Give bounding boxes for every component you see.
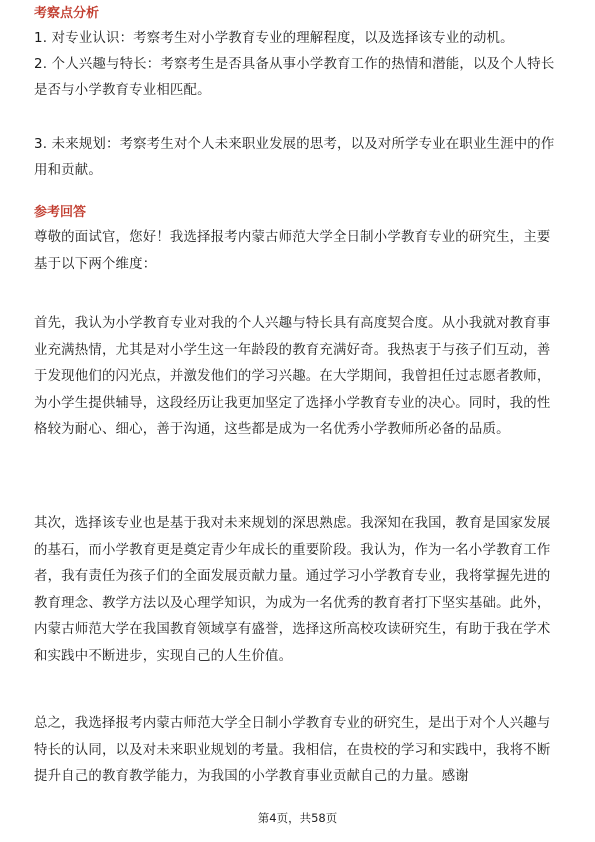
analysis-heading: 考察点分析 bbox=[34, 6, 100, 21]
analysis-item-1: 1. 对专业认识：考察考生对小学教育专业的理解程度，以及选择该专业的动机。 bbox=[34, 31, 514, 46]
answer-paragraph-conclusion: 总之，我选择报考内蒙古师范大学全日制小学教育专业的研究生，是出于对个人兴趣与特长的认同，以及对未来职业规划的考量。我相信，在贵校的学习和实践中，我将不断提升自己的教育教学能力，为我国的小学教育事业贡献自己的力量。感谢 bbox=[34, 716, 551, 784]
page-number: 第4页，共58页 bbox=[257, 811, 338, 825]
answer-heading: 参考回答 bbox=[34, 205, 87, 220]
answer-paragraph-first: 首先，我认为小学教育专业对我的个人兴趣与特长具有高度契合度。从小我就对教育事业充满热情，尤其是对小学生这一年龄段的教育充满好奇。我热衷于与孩子们互动，善于发现他们的闪光点，并激发他们的学习兴趣。在大学期间，我曾担任过志愿者教师，为小学生提供辅导，这段经历让我更加坚定了选择小学教育专业的决心。同时，我的性格较为耐心、细心，善于沟通，这些都是成为一名优秀小学教师所必备的品质。 bbox=[34, 316, 551, 437]
answer-paragraph-second: 其次，选择该专业也是基于我对未来规划的深思熟虑。我深知在我国，教育是国家发展的基石，而小学教育更是奠定青少年成长的重要阶段。我认为，作为一名小学教育工作者，我有责任为孩子们的全面发展贡献力量。通过学习小学教育专业，我将掌握先进的教育理念、教学方法以及心理学知识，为成为一名优秀的教育者打下坚实基础。此外，内蒙古师范大学在我国教育领域享有盛誉，选择这所高校攻读研究生，有助于我在学术和实践中不断进步，实现自己的人生价值。 bbox=[34, 516, 551, 664]
analysis-item-2: 2. 个人兴趣与特长：考察考生是否具备从事小学教育工作的热情和潜能，以及个人特长是否与小学教育专业相匹配。 bbox=[34, 57, 555, 98]
analysis-item-3: 3. 未来规划：考察考生对个人未来职业发展的思考，以及对所学专业在职业生涯中的作用和贡献。 bbox=[34, 137, 555, 178]
answer-paragraph-intro: 尊敬的面试官，您好！我选择报考内蒙古师范大学全日制小学教育专业的研究生，主要基于以下两个维度： bbox=[34, 230, 551, 272]
